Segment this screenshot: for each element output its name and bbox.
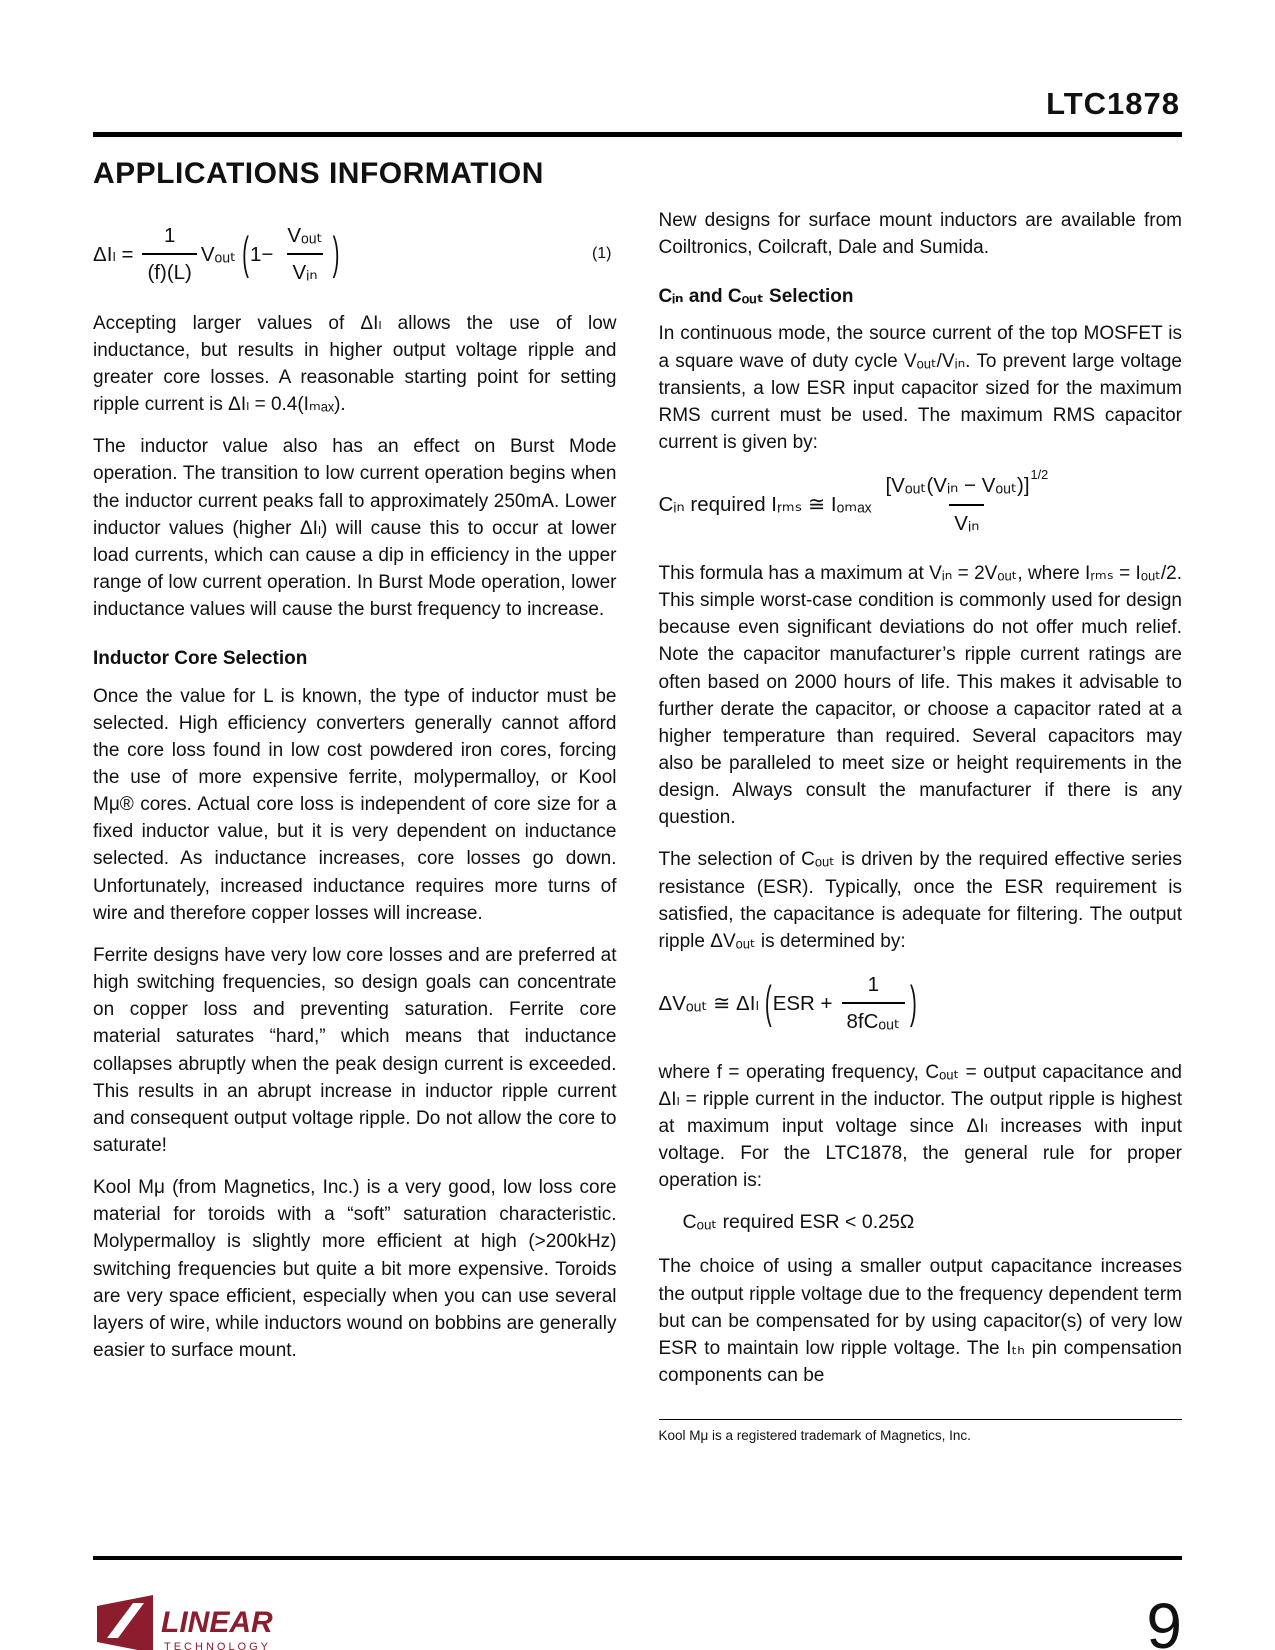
paragraph: This formula has a maximum at Vᵢₙ = 2Vₒᵤₜ, where Iᵣₘₛ = Iₒᵤₜ/2. This simple worst-case condition is commonly used for design because even significant deviations do not offer much relief. Note the capacitor manufacturer’s ripple current ratings are often based on 2000 hours of life. This makes it advisable to further derate the capacitor, or choose a capacitor rated at a higher temperature than required. Several capacitors may also be paralleled to meet size or height requirements in the design. Always consult the manufacturer if there is any question. (658, 562, 1182, 829)
big-paren-close: ) (910, 977, 917, 1029)
fraction: [Vₒᵤₜ(Vᵢₙ − Vₒᵤₜ)] 1/2 Vᵢₙ (880, 471, 1053, 538)
subsection-heading: Cᵢₙ and Cₒᵤₜ Selection (658, 286, 854, 308)
page-number: 9 (1146, 1590, 1182, 1650)
paragraph: The choice of using a smaller output capacitance increases the output ripple voltage due to the frequency dependent term but can be compensated for by using capacitor(s) of very low ESR to maintain low ripple voltage. The Iₜₕ pin compensation components can be (658, 1256, 1182, 1386)
equation-term: 1− (250, 242, 274, 266)
right-column (659, 207, 1183, 1445)
logo-subtext: TECHNOLOGY (164, 1641, 272, 1650)
equation-term: Vₒᵤₜ (200, 242, 237, 266)
subsection-heading: Inductor Core Selection (93, 648, 308, 670)
left-column (93, 207, 617, 1445)
fraction-numerator: [Vₒᵤₜ(Vᵢₙ − Vₒᵤₜ)] 1/2 (885, 466, 1049, 498)
page-header (0, 0, 1275, 122)
fraction: $\frac{1}{(f)(L)}$ (142, 221, 196, 288)
equation-term: ESR + (772, 991, 833, 1015)
paragraph: The inductor value also has an effect on Burst Mode operation. The transition to low current operation begins when the inductor current peaks fall to approximately 250mA. Lower inductor values (higher ΔIₗ) will cause this to occur at lower load currents, which can cause a dip in efficiency in the upper range of low current operation. In Burst Mode operation, lower inductance values will cause the burst frequency to increase. (93, 436, 617, 621)
equation-lhs: ΔIₗ = (93, 242, 134, 266)
equation-output-ripple (659, 970, 1183, 1037)
trademark-footnote: Kool Mμ is a registered trademark of Magnetics, Inc. (659, 1419, 1183, 1445)
header-rule (93, 132, 1182, 137)
two-column-body (0, 207, 1275, 1445)
paragraph: New designs for surface mount inductors are available from Coiltronics, Coilcraft, Dale and Sumida. (658, 210, 1182, 259)
equation-lhs: ΔVₒᵤₜ ≅ ΔIₗ (658, 991, 759, 1015)
paragraph: Once the value for L is known, the type of inductor must be selected. High efficiency converters generally cannot afford the core loss found in low cost powdered iron cores, forcing the use of more expensive ferrite, molypermalloy, or Kool Mμ® cores. Actual core loss is independent of core size for a fixed inductor value, but it is very dependent on inductance selected. As inductance increases, core losses go down. Unfortunately, increased inductance requires more turns of wire and therefore copper losses will increase. (93, 685, 617, 924)
paragraph: Accepting larger values of ΔIₗ allows the use of low inductance, but results in higher output voltage ripple and greater core losses. A reasonable starting point for setting ripple current is ΔIₗ = 0.4(Iₘₐₓ). (93, 312, 617, 416)
big-paren-open: ( (764, 977, 772, 1029)
big-paren-close: ) (332, 228, 340, 280)
paragraph: In continuous mode, the source current of the top MOSFET is a square wave of duty cycle Vₒᵤₜ/Vᵢₙ. To prevent large voltage transients, a low ESR input capacitor sized for the maximum RMS current must be used. The maximum RMS capacitor current is given by: (658, 323, 1182, 454)
logo-text: LINEAR (161, 1606, 273, 1639)
equation-lhs: Cᵢₙ required Iᵣₘₛ ≅ Iₒₘₐₓ (658, 492, 872, 516)
linear-technology-logo (93, 1592, 303, 1650)
exponent: 1/2 (1030, 466, 1049, 482)
paragraph: Ferrite designs have very low core losses and are preferred at high switching frequencies, so design goals can concentrate on copper loss and preventing saturation. Ferrite core material saturates “hard,” which means that inductance collapses abruptly when the peak design current is exceeded. This results in an abrupt increase in inductor ripple current and consequent output voltage ripple. Do not allow the core to saturate! (93, 944, 617, 1156)
paragraph: Kool Mμ (from Magnetics, Inc.) is a very good, low loss core material for toroids with a “soft” saturation characteristic. Molypermalloy is slightly more efficient at high (>200kHz) switching frequencies but quite a bit more expensive. Toroids are very space efficient, especially when you can use several layers of wire, while inductors wound on bobbins are generally easier to surface mount. (93, 1177, 617, 1362)
fraction: $\frac{\text{Vₒᵤₜ}}{\text{Vᵢₙ}}$ (282, 221, 327, 288)
equation-number: (1) (591, 244, 612, 262)
doc-number: LTC1878 (1046, 86, 1180, 121)
big-paren-open: ( (242, 228, 249, 280)
fraction: $\frac{1}{\text{8fCₒᵤₜ}}$ (842, 970, 906, 1037)
equation-cin-rms (658, 466, 1183, 538)
page-footer (93, 1556, 1182, 1650)
paragraph: The selection of Cₒᵤₜ is driven by the required effective series resistance (ESR). Typically, once the ESR requirement is satisfied, the capacitance is adequate for filtering. The output ripple ΔVₒᵤₜ is determined by: (658, 849, 1182, 952)
equation-ripple-current (93, 221, 617, 288)
section-title: APPLICATIONS INFORMATION (93, 157, 544, 190)
esr-requirement: Cₒᵤₜ required ESR < 0.25Ω (682, 1211, 915, 1234)
paragraph: where f = operating frequency, Cₒᵤₜ = output capacitance and ΔIₗ = ripple current in the inductor. The output ripple is highest at maximum input voltage since ΔIₗ increases with input voltage. For the LTC1878, the general rule for proper operation is: (658, 1061, 1182, 1192)
